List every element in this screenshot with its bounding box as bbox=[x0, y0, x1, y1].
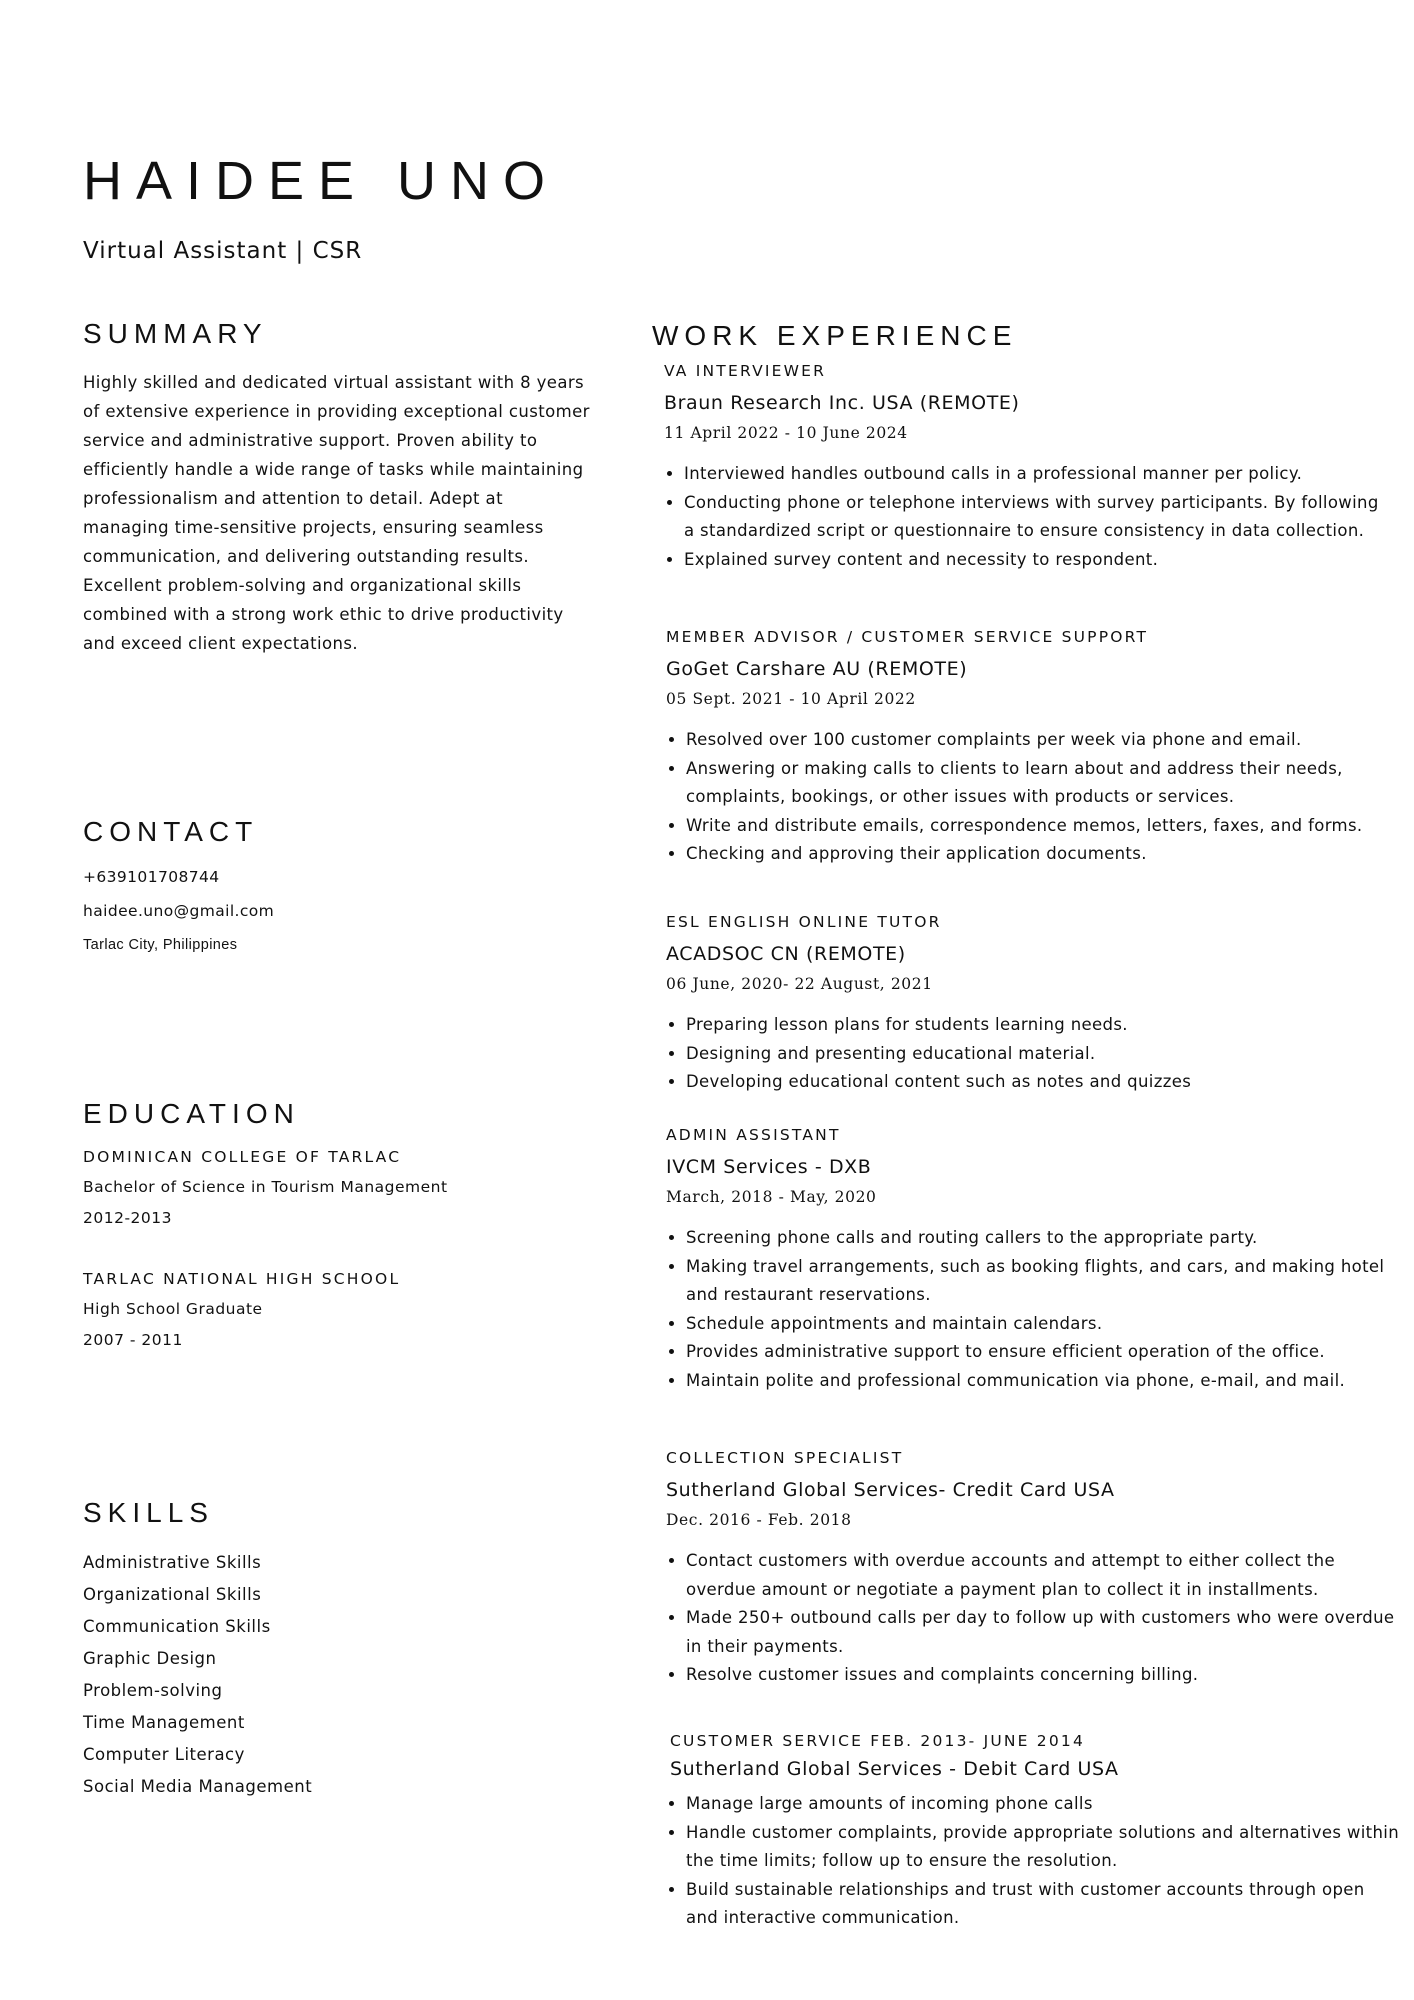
job-bullet: • Handle customer complaints, provide appropriate solutions and alternatives within the time limits; follow up to ensure the resolution. bbox=[686, 1819, 1400, 1876]
work-experience-heading: WORK EXPERIENCE bbox=[652, 320, 1018, 351]
job-bullet: • Write and distribute emails, correspondence memos, letters, faxes, and forms. bbox=[686, 812, 1396, 841]
skill-item: Computer Literacy bbox=[83, 1745, 245, 1764]
job-bullet: • Provides administrative support to ensure efficient operation of the office. bbox=[686, 1338, 1396, 1367]
job-bullet: • Conducting phone or telephone interviews with survey participants. By following a standardized script or questionnaire to ensure consistency in data collection. bbox=[684, 489, 1394, 546]
job-dates: 06 June, 2020- 22 August, 2021 bbox=[666, 975, 933, 993]
job-company: IVCM Services - DXB bbox=[666, 1156, 872, 1178]
job-entry bbox=[664, 362, 1394, 574]
education-entry bbox=[83, 1270, 400, 1349]
job-role: VA INTERVIEWER bbox=[664, 362, 827, 380]
job-role: ADMIN ASSISTANT bbox=[666, 1126, 841, 1144]
job-bullet: • Screening phone calls and routing callers to the appropriate party. bbox=[686, 1224, 1396, 1253]
education-degree: High School Graduate bbox=[83, 1300, 263, 1318]
job-bullets bbox=[666, 1011, 1396, 1097]
job-role: MEMBER ADVISOR / CUSTOMER SERVICE SUPPORT bbox=[666, 628, 1149, 646]
job-company: GoGet Carshare AU (REMOTE) bbox=[666, 658, 968, 680]
job-dates: March, 2018 - May, 2020 bbox=[666, 1188, 877, 1206]
job-bullet: • Schedule appointments and maintain calendars. bbox=[686, 1310, 1396, 1339]
job-bullets bbox=[666, 1224, 1396, 1395]
candidate-title: Virtual Assistant | CSR bbox=[83, 238, 363, 264]
summary-section bbox=[83, 318, 603, 658]
skill-item: Organizational Skills bbox=[83, 1585, 262, 1604]
contact-phone: +639101708744 bbox=[83, 868, 220, 886]
job-entry bbox=[666, 628, 1396, 869]
job-role: ESL ENGLISH ONLINE TUTOR bbox=[666, 913, 942, 931]
job-bullets bbox=[664, 460, 1394, 574]
skill-item: Social Media Management bbox=[83, 1777, 313, 1796]
candidate-name: HAIDEE UNO bbox=[83, 151, 560, 211]
job-dates: Dec. 2016 - Feb. 2018 bbox=[666, 1511, 852, 1529]
job-entry bbox=[666, 1126, 1396, 1395]
skills-heading: SKILLS bbox=[83, 1497, 214, 1528]
skills-list bbox=[83, 1547, 312, 1803]
contact-location: Tarlac City, Philippines bbox=[83, 937, 238, 953]
skill-item: Time Management bbox=[83, 1713, 245, 1732]
work-experience-section bbox=[652, 320, 1400, 1927]
education-section bbox=[83, 1098, 448, 1349]
education-heading: EDUCATION bbox=[83, 1098, 300, 1129]
contact-heading: CONTACT bbox=[83, 816, 259, 847]
job-company: Sutherland Global Services- Credit Card USA bbox=[666, 1479, 1115, 1501]
job-role: CUSTOMER SERVICE FEB. 2013- JUNE 2014 bbox=[670, 1732, 1086, 1750]
job-dates: 11 April 2022 - 10 June 2024 bbox=[664, 424, 908, 442]
job-bullet: • Making travel arrangements, such as booking flights, and cars, and making hotel and restaurant reservations. bbox=[686, 1253, 1396, 1310]
job-bullet: • Maintain polite and professional communication via phone, e-mail, and mail. bbox=[686, 1367, 1396, 1396]
education-school: TARLAC NATIONAL HIGH SCHOOL bbox=[83, 1270, 401, 1288]
job-bullet: • Made 250+ outbound calls per day to follow up with customers who were overdue in their payments. bbox=[686, 1604, 1396, 1661]
job-bullet: • Answering or making calls to clients to learn about and address their needs, complaints, bookings, or other issues with products or services. bbox=[686, 755, 1396, 812]
skill-item: Graphic Design bbox=[83, 1649, 217, 1668]
job-bullet: • Interviewed handles outbound calls in a professional manner per policy. bbox=[684, 460, 1394, 489]
job-dates: 05 Sept. 2021 - 10 April 2022 bbox=[666, 690, 916, 708]
job-bullet: • Resolved over 100 customer complaints per week via phone and email. bbox=[686, 726, 1396, 755]
job-entry bbox=[670, 1732, 1400, 1933]
job-bullet: • Designing and presenting educational material. bbox=[686, 1040, 1396, 1069]
job-company: Braun Research Inc. USA (REMOTE) bbox=[664, 392, 1020, 414]
education-school: DOMINICAN COLLEGE OF TARLAC bbox=[83, 1148, 402, 1166]
job-bullet: • Preparing lesson plans for students learning needs. bbox=[686, 1011, 1396, 1040]
contact-section bbox=[83, 816, 274, 962]
job-company: Sutherland Global Services - Debit Card USA bbox=[670, 1758, 1119, 1780]
job-bullet: • Manage large amounts of incoming phone calls bbox=[686, 1790, 1400, 1819]
education-entry bbox=[83, 1148, 448, 1227]
job-entry bbox=[666, 1449, 1396, 1690]
education-years: 2012-2013 bbox=[83, 1209, 172, 1227]
job-entry bbox=[666, 913, 1396, 1097]
job-role: COLLECTION SPECIALIST bbox=[666, 1449, 904, 1467]
job-bullets bbox=[666, 726, 1396, 869]
job-bullet: • Developing educational content such as notes and quizzes bbox=[686, 1068, 1396, 1097]
job-bullet: • Resolve customer issues and complaints concerning billing. bbox=[686, 1661, 1396, 1690]
skills-section bbox=[83, 1497, 312, 1803]
job-bullet: • Contact customers with overdue accounts and attempt to either collect the overdue amount or negotiate a payment plan to collect it in installments. bbox=[686, 1547, 1396, 1604]
job-company: ACADSOC CN (REMOTE) bbox=[666, 943, 906, 965]
contact-email: haidee.uno@gmail.com bbox=[83, 902, 275, 920]
education-degree: Bachelor of Science in Tourism Management bbox=[83, 1178, 448, 1196]
job-bullets bbox=[666, 1790, 1400, 1933]
job-bullet: • Checking and approving their application documents. bbox=[686, 840, 1396, 869]
skill-item: Administrative Skills bbox=[83, 1553, 262, 1572]
job-bullets bbox=[666, 1547, 1396, 1690]
summary-text: Highly skilled and dedicated virtual assistant with 8 years of extensive experience in providing exceptional customer service and administrative support. Proven ability to efficiently handle a wide range of tasks while maintaining professionalism and attention to detail. Adept at managing time-sensitive projects, ensuring seamless communication, and delivering outstanding results. Excellent problem-solving and organizational skills combined with a strong work ethic to drive productivity and exceed client expectations. bbox=[83, 373, 590, 653]
summary-heading: SUMMARY bbox=[83, 318, 268, 349]
job-bullet: • Build sustainable relationships and trust with customer accounts through open and interactive communication. bbox=[686, 1876, 1400, 1933]
education-years: 2007 - 2011 bbox=[83, 1331, 183, 1349]
job-bullet: • Explained survey content and necessity to respondent. bbox=[684, 546, 1394, 575]
skill-item: Problem-solving bbox=[83, 1681, 223, 1700]
skill-item: Communication Skills bbox=[83, 1617, 271, 1636]
